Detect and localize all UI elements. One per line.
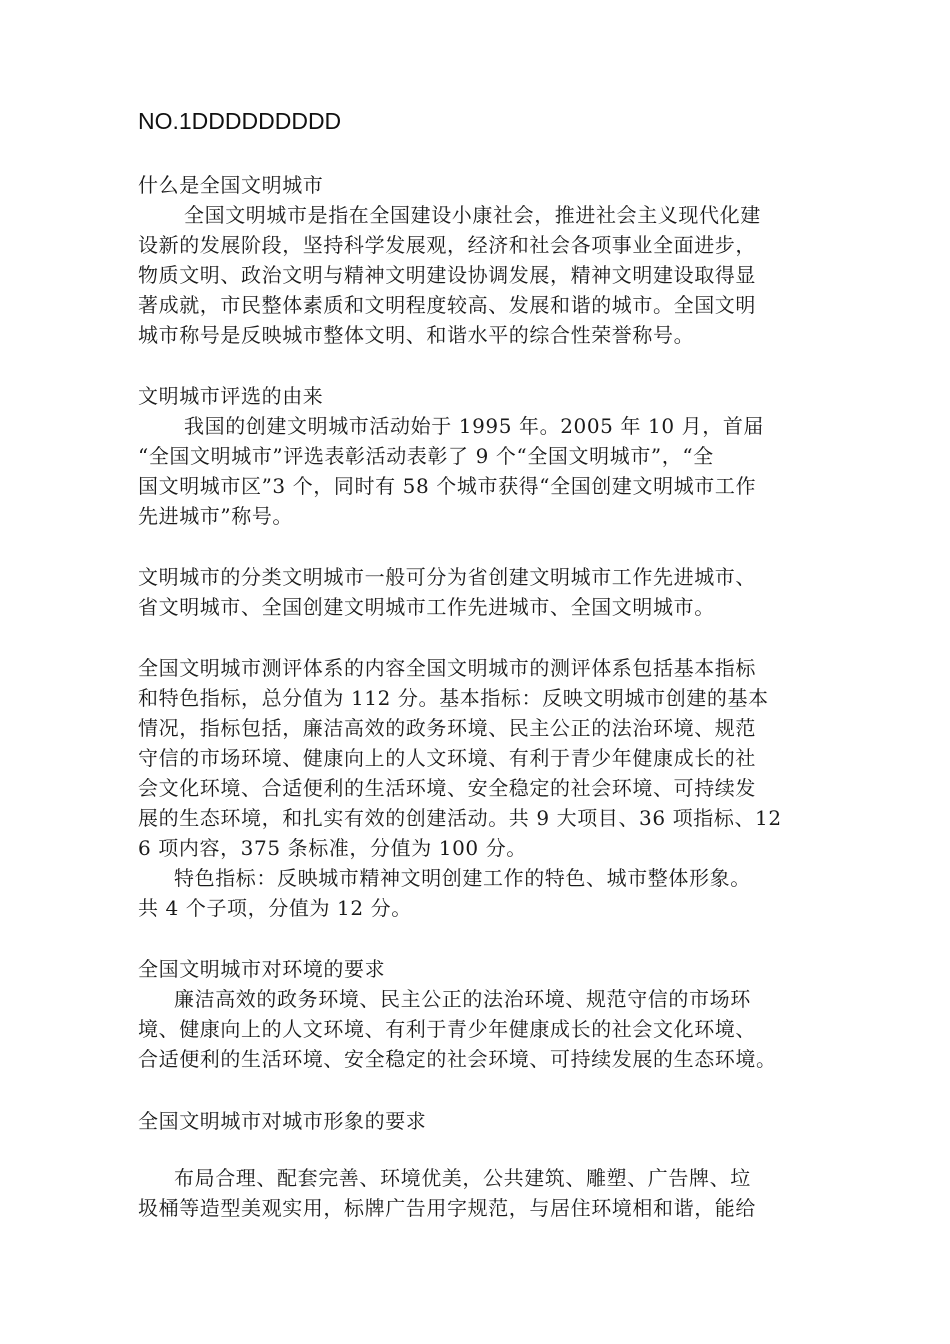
heading-environment-requirements: 全国文明城市对环境的要求 [138, 957, 386, 981]
paragraph-line: 合适便利的生活环境、安全稳定的社会环境、可持续发展的生态环境。 [138, 1047, 777, 1071]
paragraph-line: 境、健康向上的人文环境、有利于青少年健康成长的社会文化环境、 [138, 1017, 756, 1041]
paragraph-line: 布局合理、配套完善、环境优美，公共建筑、雕塑、广告牌、垃 [174, 1166, 751, 1190]
heading-city-image-requirements: 全国文明城市对城市形象的要求 [138, 1109, 427, 1133]
paragraph-line: 和特色指标，总分值为 112 分。基本指标：反映文明城市创建的基本 [138, 686, 769, 710]
heading-what-is-civilized-city: 什么是全国文明城市 [138, 173, 324, 197]
paragraph-line: 特色指标：反映城市精神文明创建工作的特色、城市整体形象。 [174, 866, 751, 890]
paragraph-line: 共 4 个子项，分值为 12 分。 [138, 896, 412, 920]
paragraph-line: 先进城市”称号。 [138, 504, 294, 528]
paragraph-line: 守信的市场环境、健康向上的人文环境、有利于青少年健康成长的社 [138, 746, 756, 770]
paragraph-line: 国文明城市区”3 个，同时有 58 个城市获得“全国创建文明城市工作 [138, 474, 757, 498]
paragraph-line: 情况，指标包括，廉洁高效的政务环境、民主公正的法治环境、规范 [138, 716, 756, 740]
paragraph-evaluation-system: 全国文明城市测评体系的内容全国文明城市的测评体系包括基本指标 [138, 656, 756, 680]
paragraph-line: 廉洁高效的政务环境、民主公正的法治环境、规范守信的市场环 [174, 987, 751, 1011]
paragraph-line: 省文明城市、全国创建文明城市工作先进城市、全国文明城市。 [138, 595, 715, 619]
paragraph-line: 我国的创建文明城市活动始于 1995 年。2005 年 10 月，首届 [184, 414, 765, 438]
paragraph-classification: 文明城市的分类文明城市一般可分为省创建文明城市工作先进城市、 [138, 565, 756, 589]
paragraph-line: 6 项内容，375 条标准，分值为 100 分。 [138, 836, 527, 860]
paragraph-line: 城市称号是反映城市整体文明、和谐水平的综合性荣誉称号。 [138, 323, 695, 347]
paragraph-line: 设新的发展阶段，坚持科学发展观，经济和社会各项事业全面进步， [138, 233, 756, 257]
paragraph-line: 会文化环境、合适便利的生活环境、安全稳定的社会环境、可持续发 [138, 776, 756, 800]
paragraph-line: 物质文明、政治文明与精神文明建设协调发展，精神文明建设取得显 [138, 263, 756, 287]
document-title: NO.1DDDDDDDDD [138, 108, 342, 134]
paragraph-line: 圾桶等造型美观实用，标牌广告用字规范，与居住环境相和谐，能给 [138, 1196, 756, 1220]
paragraph-line: 著成就，市民整体素质和文明程度较高、发展和谐的城市。全国文明 [138, 293, 756, 317]
heading-origin: 文明城市评选的由来 [138, 384, 324, 408]
paragraph-line: 展的生态环境，和扎实有效的创建活动。共 9 大项目、36 项指标、12 [138, 806, 782, 830]
paragraph-line: “全国文明城市”评选表彰活动表彰了 9 个“全国文明城市”，“全 [138, 444, 714, 468]
paragraph-line: 全国文明城市是指在全国建设小康社会，推进社会主义现代化建 [184, 203, 761, 227]
